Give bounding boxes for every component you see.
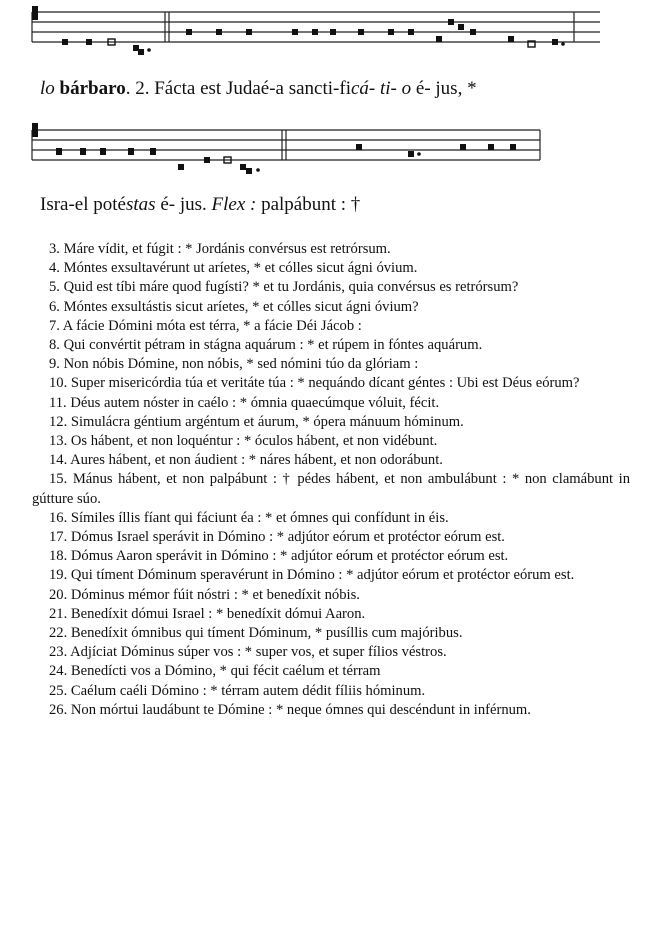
- verse-5: 5. Quid est tíbi máre quod fugísti? * et tu Jordánis, quia convérsus es retrórsum?: [49, 279, 519, 296]
- verse-17: 17. Dómus Israel sperávit in Dómino : * adjútor eórum et protéctor eórum est.: [49, 529, 505, 546]
- verse-26: 26. Non mórtui laudábunt te Dómine : * neque ómnes qui descéndunt in inférnum.: [49, 701, 531, 718]
- verse-22: 22. Benedíxit ómnibus qui tíment Dóminum, * pusíllis cum majóribus.: [49, 625, 463, 642]
- verse-15: 15. Mánus hábent, et non palpábunt : † pédes hábent, et non ambulábunt : * non clamábunt in gútture súo.: [32, 471, 630, 507]
- chant-staff-2: [0, 118, 654, 188]
- verse-10: 10. Super misericórdia túa et veritáte túa : * nequándo dícant géntes : Ubi est Déus eórum?: [49, 375, 580, 392]
- lyric-1-pre: lo: [40, 78, 60, 99]
- verse-6: 6. Móntes exsultástis sicut aríetes, * et cólles sicut ágni óvium?: [49, 298, 419, 315]
- lyric-2-ital: stas: [125, 194, 156, 215]
- verse-9: 9. Non nóbis Dómine, non nóbis, * sed nómini túo da glóriam :: [49, 356, 419, 373]
- verse-7: 7. A fácie Dómini móta est térra, * a fácie Déi Jácob :: [49, 317, 362, 334]
- verse-12: 12. Simulácra géntium argéntum et áurum, * ópera mánuum hóminum.: [49, 413, 464, 430]
- lyric-1-ital: cá- ti- o: [350, 78, 412, 99]
- verse-19: 19. Qui tíment Dóminum speravérunt in Dómino : * adjútor eórum et protéctor eórum est.: [49, 567, 575, 584]
- verse-11: 11. Déus autem nóster in caélo : * ómnia quaecúmque vóluit, fécit.: [49, 394, 440, 411]
- psalm-verses: [32, 240, 630, 720]
- verse-18: 18. Dómus Aaron sperávit in Dómino : * adjútor eórum et protéctor eórum est.: [49, 548, 509, 565]
- verse-21: 21. Benedíxit dómui Israel : * benedíxit dómui Aaron.: [49, 605, 366, 622]
- verse-20: 20. Dóminus mémor fúit nóstri : * et benedíxit nóbis.: [49, 586, 360, 603]
- verse-13: 13. Os hábent, et non loquéntur : * óculos hábent, et non vidébunt.: [49, 433, 438, 450]
- verse-23: 23. Adjíciat Dóminus súper vos : * super vos, et super fílios véstros.: [49, 644, 447, 661]
- lyric-1-text: . 2. Fácta est Judaé-a sancti-fi: [125, 78, 351, 99]
- lyric-2-tail: palpábunt : †: [256, 194, 361, 215]
- chant-lyric-line-2: [40, 194, 360, 216]
- chant-staff-1: [0, 0, 654, 70]
- lyric-1-post: é- jus, *: [411, 78, 477, 99]
- verse-25: 25. Caélum caéli Dómino : * térram autem dédit fíliis hóminum.: [49, 682, 426, 699]
- verse-16: 16. Símiles íllis fíant qui fáciunt éa : * et ómnes qui confídunt in éis.: [49, 509, 449, 526]
- lyric-2-flex: Flex :: [211, 194, 257, 215]
- verse-8: 8. Qui convértit pétram in stágna aquárum : * et rúpem in fóntes aquárum.: [49, 337, 483, 354]
- chant-lyric-line-1: [40, 78, 477, 100]
- verse-3: 3. Máre vídit, et fúgit : * Jordánis convérsus est retrórsum.: [49, 241, 391, 257]
- lyric-1-bold: bárbaro: [59, 78, 126, 99]
- verse-24: 24. Benedícti vos a Dómino, * qui fécit caélum et térram: [49, 663, 381, 680]
- lyric-2-post: é- jus.: [155, 194, 212, 215]
- verse-4: 4. Móntes exsultavérunt ut aríetes, * et cólles sicut ágni óvium.: [49, 260, 418, 277]
- lyric-2-text: Isra-el poté: [40, 194, 126, 215]
- verse-14: 14. Aures hábent, et non áudient : * náres hábent, et non odorábunt.: [49, 452, 443, 469]
